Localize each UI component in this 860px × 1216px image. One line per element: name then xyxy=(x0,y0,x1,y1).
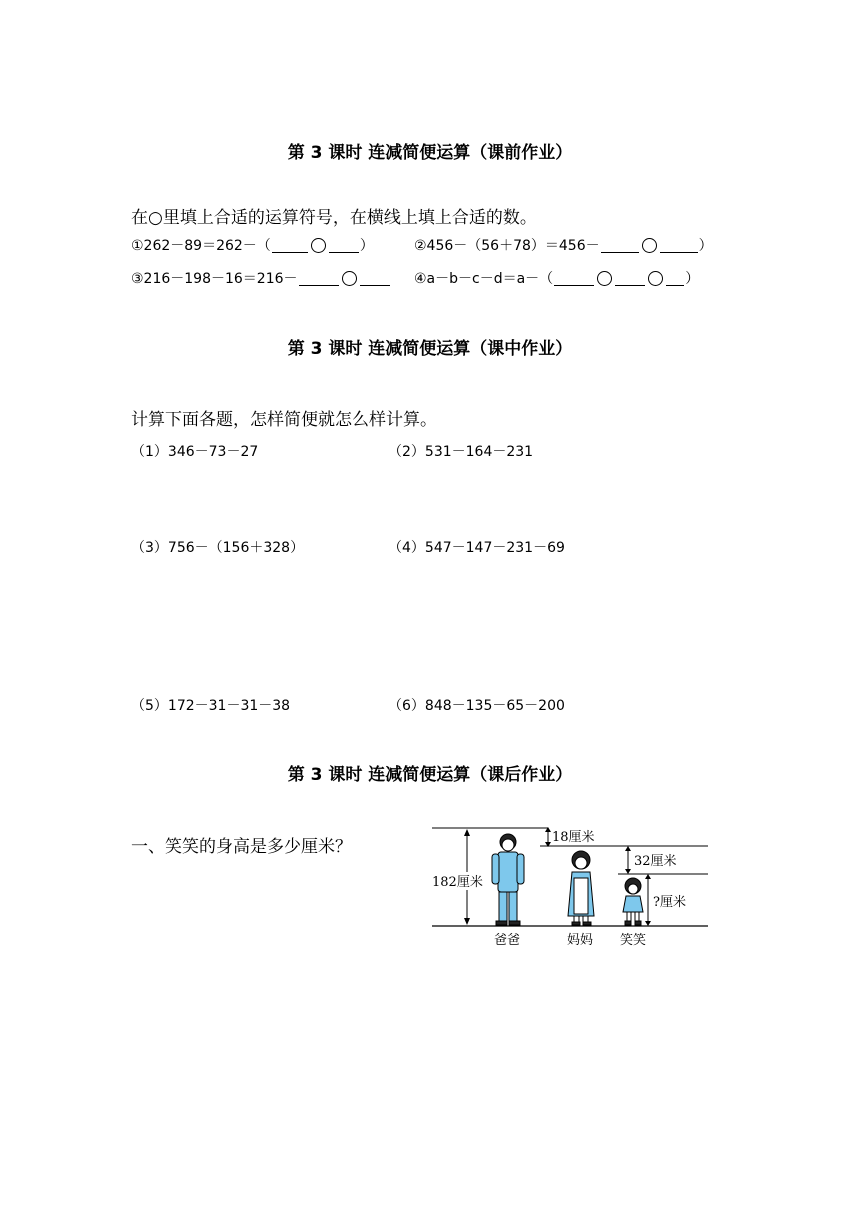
xiaoxiao-figure xyxy=(623,878,643,925)
problem-1: （1）346－73－27 xyxy=(131,444,259,460)
question-1-text: ①262－89＝262－（ xyxy=(131,238,271,254)
dad-height-label: 182厘米 xyxy=(432,875,483,890)
section2-title: 第 3 课时 连减简便运算（课中作业） xyxy=(287,339,573,359)
problem-4: （4）547－147－231－69 xyxy=(388,540,565,556)
name-mom: 妈妈 xyxy=(567,933,594,948)
question-4 xyxy=(414,268,699,288)
question-1 xyxy=(131,235,374,255)
answer-blank[interactable] xyxy=(329,238,359,253)
name-dad: 爸爸 xyxy=(494,933,521,948)
question-4-text: ④a－b－c－d＝a－（ xyxy=(414,271,554,287)
question-4-close: ） xyxy=(685,271,700,287)
answer-blank[interactable] xyxy=(272,238,308,253)
answer-blank[interactable] xyxy=(615,271,645,286)
answer-blank[interactable] xyxy=(360,271,390,286)
diff-dad-mom-label: 18厘米 xyxy=(552,830,595,845)
height-comparison-figure xyxy=(428,822,713,952)
operator-circle[interactable] xyxy=(642,238,657,253)
answer-blank[interactable] xyxy=(660,238,698,253)
question-3 xyxy=(131,268,391,288)
answer-blank[interactable] xyxy=(554,271,594,286)
question-3-text: ③216－198－16＝216－ xyxy=(131,271,298,287)
question-1-close: ） xyxy=(359,238,374,254)
answer-blank[interactable] xyxy=(299,271,339,286)
dad-figure xyxy=(492,834,524,925)
problem-3: （3）756－（156＋328） xyxy=(131,540,305,556)
answer-blank[interactable] xyxy=(601,238,639,253)
section3-question: 一、笑笑的身高是多少厘米？ xyxy=(131,837,352,857)
problem-5: （5）172－31－31－38 xyxy=(131,698,291,714)
section1-instruction: 在○里填上合适的运算符号，在横线上填上合适的数。 xyxy=(131,208,537,228)
name-xiaoxiao: 笑笑 xyxy=(620,933,647,948)
section1-title: 第 3 课时 连减简便运算（课前作业） xyxy=(287,143,573,163)
section2-instruction: 计算下面各题，怎样简便就怎么样计算。 xyxy=(131,410,437,430)
operator-circle[interactable] xyxy=(342,271,357,286)
operator-circle[interactable] xyxy=(648,271,663,286)
question-2-close: ） xyxy=(698,238,713,254)
diff-mom-xiao-label: 32厘米 xyxy=(634,854,677,869)
unknown-height-label: ?厘米 xyxy=(653,895,686,910)
operator-circle[interactable] xyxy=(597,271,612,286)
question-2-text: ②456－（56＋78）＝456－ xyxy=(414,238,600,254)
answer-blank[interactable] xyxy=(666,271,684,286)
question-2 xyxy=(414,235,713,255)
problem-6: （6）848－135－65－200 xyxy=(388,698,565,714)
problem-2: （2）531－164－231 xyxy=(388,444,534,460)
operator-circle[interactable] xyxy=(311,238,326,253)
section3-title: 第 3 课时 连减简便运算（课后作业） xyxy=(287,765,573,785)
mom-figure xyxy=(568,851,594,925)
